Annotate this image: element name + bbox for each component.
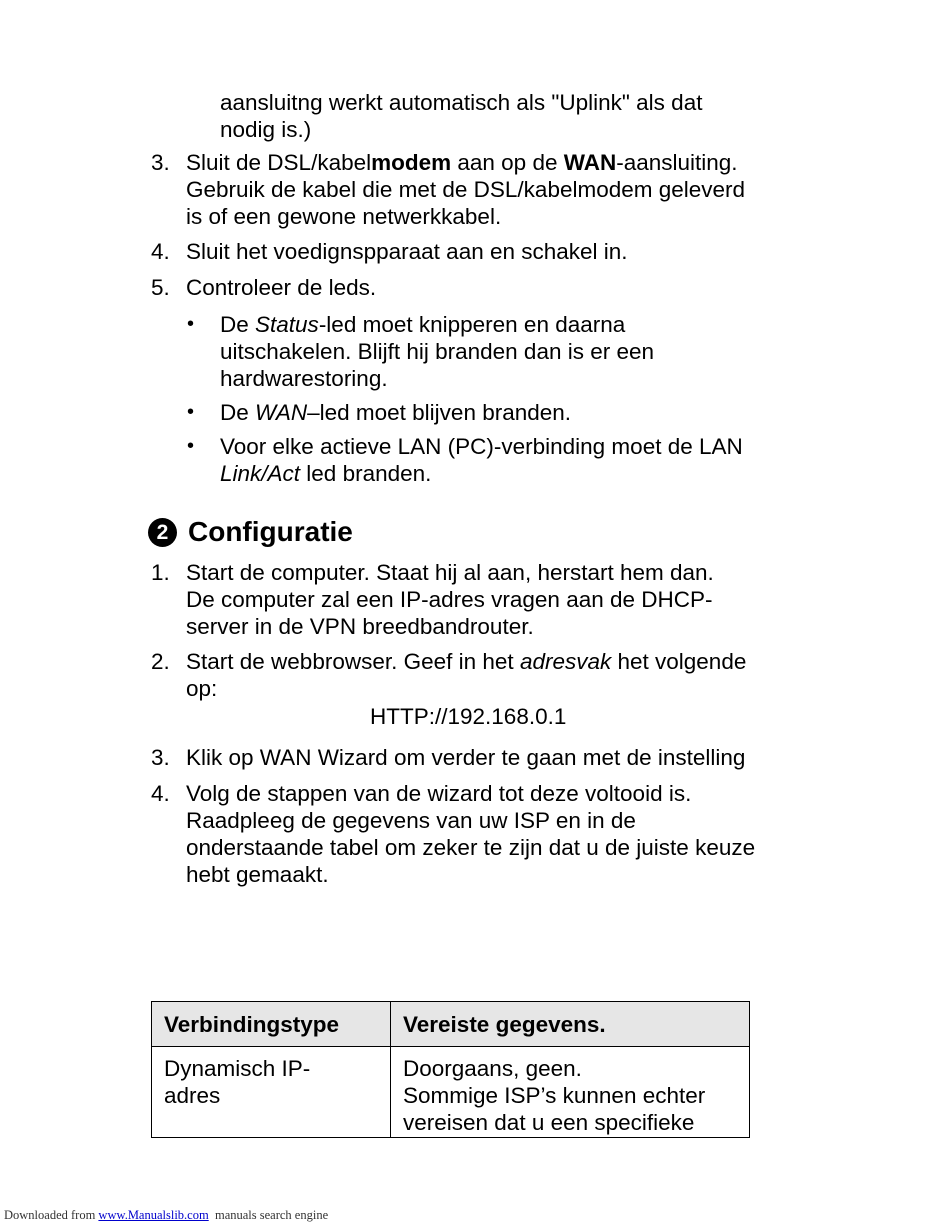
bullet-text (220, 399, 571, 426)
cell-line: adres (164, 1083, 221, 1108)
italic-text: Link/Act (220, 461, 301, 486)
cell-line: Sommige ISP’s kunnen echter (403, 1083, 706, 1108)
list-item-text: onderstaande tabel om zeker te zijn dat u de juiste keuze (186, 835, 756, 860)
list-number: 4. (151, 781, 170, 806)
list-item-text (186, 648, 746, 675)
text-run: De (220, 312, 256, 337)
list-number: 2. (151, 649, 170, 674)
cell-line: Dynamisch IP- (164, 1056, 311, 1081)
list-item-text: Gebruik de kabel die met de DSL/kabelmodem geleverd (186, 177, 746, 202)
bold-text: WAN (563, 150, 617, 175)
cell-line: vereisen dat u een specifieke (403, 1110, 695, 1135)
bold-text: modem (371, 150, 452, 175)
list-number: 3. (151, 150, 170, 175)
text-run: –led moet blijven branden. (307, 400, 572, 425)
connection-type-table (151, 1001, 750, 1138)
text-run: -aansluiting. (616, 150, 738, 175)
footer-prefix: Downloaded from (4, 1208, 99, 1222)
text-run: Sluit de DSL/kabel (186, 150, 372, 175)
cell-line: Doorgaans, geen. (403, 1056, 582, 1081)
bullet-icon: • (187, 435, 195, 457)
table-cell (152, 1047, 391, 1138)
table-header-row (152, 1002, 750, 1047)
list-item-text (186, 149, 738, 176)
list-item-text: Volg de stappen van de wizard tot deze voltooid is. (186, 781, 692, 806)
bullet-icon: • (187, 401, 195, 423)
list-item-text: op: (186, 676, 218, 701)
text-run: -led moet knipperen en daarna (318, 312, 626, 337)
list-item-text: server in de VPN breedbandrouter. (186, 614, 534, 639)
footer-suffix: manuals search engine (208, 1208, 329, 1222)
section-heading: Configuratie (188, 516, 353, 547)
table-header: Verbindingstype (152, 1002, 391, 1047)
table-row (152, 1047, 750, 1138)
table-cell (391, 1047, 750, 1138)
bullet-text: uitschakelen. Blijft hij branden dan is er een (220, 339, 655, 364)
bullet-icon: • (187, 313, 195, 335)
list-item-text: Controleer de leds. (186, 275, 377, 300)
list-number: 4. (151, 239, 170, 264)
number-2-circle-icon: 2 (148, 518, 177, 547)
list-item-text: De computer zal een IP-adres vragen aan de DHCP- (186, 587, 713, 612)
italic-text: Status (255, 312, 319, 337)
url-text: HTTP://192.168.0.1 (370, 704, 567, 729)
text-run: led branden. (300, 461, 432, 486)
list-item-text: Klik op WAN Wizard om verder te gaan met de instelling (186, 745, 746, 770)
table-header: Vereiste gegevens. (391, 1002, 750, 1047)
text-run: De (220, 400, 256, 425)
bullet-text: hardwarestoring. (220, 366, 388, 391)
continuation-line: nodig is.) (220, 117, 312, 142)
list-item-text: hebt gemaakt. (186, 862, 329, 887)
bullet-text: Voor elke actieve LAN (PC)-verbinding moet de LAN (220, 434, 743, 459)
list-number: 1. (151, 560, 170, 585)
text-run: het volgende (611, 649, 747, 674)
bullet-text (220, 311, 625, 338)
continuation-line: aansluitng werkt automatisch als "Uplink" als dat (220, 90, 703, 115)
italic-text: WAN (255, 400, 308, 425)
text-run: Start de webbrowser. Geef in het (186, 649, 520, 674)
list-item-text: Start de computer. Staat hij al aan, herstart hem dan. (186, 560, 714, 585)
list-item-text: Sluit het voedignspparaat aan en schakel in. (186, 239, 628, 264)
text-run: aan op de (451, 150, 564, 175)
list-number: 3. (151, 745, 170, 770)
italic-text: adresvak (519, 649, 612, 674)
page-footer (4, 1208, 328, 1223)
bullet-text (220, 460, 431, 487)
list-item-text: is of een gewone netwerkkabel. (186, 204, 502, 229)
manualslib-link[interactable]: www.Manualslib.com (98, 1208, 209, 1222)
list-number: 5. (151, 275, 170, 300)
list-item-text: Raadpleeg de gegevens van uw ISP en in de (186, 808, 636, 833)
